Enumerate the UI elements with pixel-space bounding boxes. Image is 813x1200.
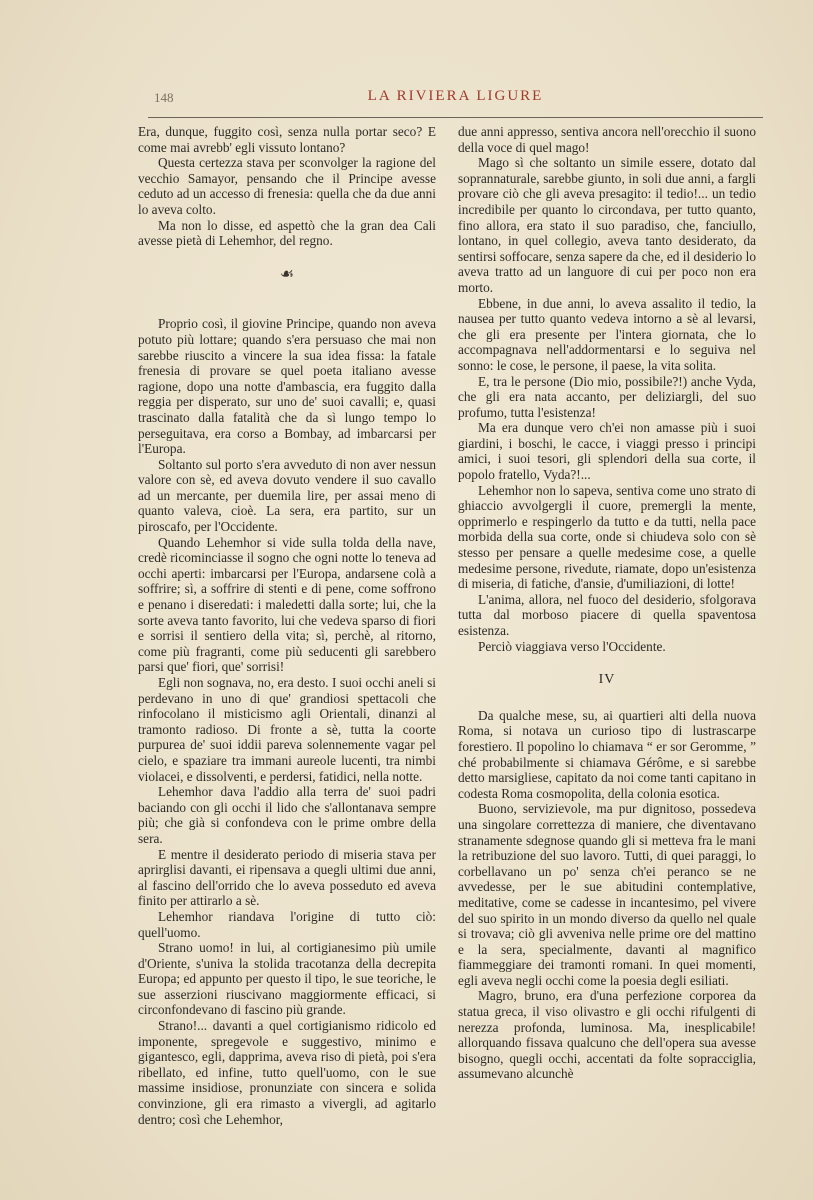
- paragraph: Mago sì che soltanto un simile essere, dotato dal soprannaturale, sarebbe giunto, in soli due anni, a fargli provare ciò che gli aveva presagito: il tedio!... un tedio incredibile per quanto lo circondava, per tutto quanto, fino allora, era stato il suo paradiso, che, fanciullo, lontano, in quel collegio, aveva tanto desiderato, da sentirsi soffocare, senza sapere da che, ed il desiderio lo aveva tratto ad un languore di cui per poco non era morto.: [458, 155, 756, 295]
- paragraph: due anni appresso, sentiva ancora nell'orecchio il suono della voce di quel mago!: [458, 124, 756, 155]
- paragraph: E mentre il desiderato periodo di miseria stava per aprirglisi davanti, ei ripensava a quegli ultimi due anni, al fascino dell'orrido che lo aveva posseduto ed aveva finito per attirarlo a sè.: [138, 846, 436, 909]
- paragraph: L'anima, allora, nel fuoco del desiderio, sfolgorava tutta dal morboso piacere di quella spaventosa esistenza.: [458, 591, 756, 638]
- right-column: [458, 124, 756, 1082]
- paragraph: Da qualche mese, su, ai quartieri alti della nuova Roma, si notava un curioso tipo di lustrascarpe forestiero. Il popolino lo chiamava “ er sor Geromme, ” ché probabilmente si chiamava Gérôme, e si sarebbe detto marsigliese, capitato da noi come tanti capitano in codesta Roma cosmopolita, della colonia esotica.: [458, 707, 756, 801]
- journal-title: LA RIVIERA LIGURE: [367, 88, 544, 104]
- paragraph: Era, dunque, fuggito così, senza nulla portar seco? E come mai avrebb' egli vissuto lontano?: [138, 124, 436, 155]
- paragraph: Soltanto sul porto s'era avveduto di non aver nessun valore con sè, ed aveva dovuto vendere il suo cavallo ad un mercante, per duemila lire, per assai meno di quanto valeva, cioè. La sera, era partito, sur un piroscafo, per l'Occidente.: [138, 456, 436, 535]
- paragraph: Quando Lehemhor si vide sulla tolda della nave, credè ricominciasse il sogno che ogni notte lo teneva ad occhi aperti: imbarcarsi per l'Europa, andarsene colà a soffrire; sì, a soffrire di stenti e di pene, come soffrono e penano i diseredati: i maledetti dalla sorte; lui, che la sorte aveva tanto favorito, lui che vedeva sparso di fiori e sorrisi il sentiero della vita; sì, perchè, al ritorno, come più fragranti, come più seducenti gli sarebbero parsi que' fiori, que' sorrisi!: [138, 534, 436, 675]
- paragraph: Ebbene, in due anni, lo aveva assalito il tedio, la nausea per tutto quanto vedeva intorno a sè al levarsi, che gli era presente per l'intera giornata, che lo accompagnava nell'addormentarsi e lo seguiva nel sonno: le cose, le persone, il paese, la vita solita.: [458, 295, 756, 373]
- paragraph: Strano!... davanti a quel cortigianismo ridicolo ed imponente, spregevole e suggestivo, minimo e gigantesco, egli, dapprima, aveva riso di pietà, poi s'era ribellato, ed infine, tutto quell'uomo, con le sue massime insidiose, pronunziate con sincera e solida convinzione, gli era rimasto a vivergli, ad agitarlo dentro; così che Lehemhor,: [138, 1018, 436, 1127]
- paragraph: Magro, bruno, era d'una perfezione corporea da statua greca, il viso olivastro e gli occhi rifulgenti di nerezza profonda, luminosa. Ma, inesplicabile! allorquando fissava qualcuno che dell'opera sua avesse bisogno, quegli occhi, accentati da folte sopracciglia, assumevano alcunchè: [458, 988, 756, 1082]
- header-rule: [148, 117, 763, 118]
- paragraph: Proprio così, il giovine Principe, quando non aveva potuto più lottare; quando s'era persuaso che mai non sarebbe riuscito a vincere la sua idea fissa: la fatale frenesia di provare se quel poeta italiano avesse ragione, dopo una notte d'ambascia, era fuggito dalla reggia per disperato, sur uno de' suoi cavalli; e, quasi trascinato dalla fatalità che da sì lungo tempo lo perseguitava, era corso a Bombay, ad imbarcarsi per l'Europa.: [138, 316, 436, 457]
- paragraph: Questa certezza stava per sconvolger la ragione del vecchio Samayor, pensando che il Principe avesse ceduto ad un accesso di frenesia: quella che da due anni lo aveva colto.: [138, 155, 436, 217]
- paragraph: Buono, servizievole, ma pur dignitoso, possedeva una singolare correttezza di maniere, che diventavano stranamente sdegnose quando gli si metteva fra le mani la retribuzione del suo lavoro. Tutti, di quei paraggi, lo corbellavano un po' senza ch'ei peranco se ne avvedesse, per le sue abitudini contemplative, meditative, come se cadesse in incantesimo, pel vivere del suo spirito in un mondo diverso da quello nel quale si trovava; ciò gli avveniva nelle prime ore del mattino e la sera, specialmente, davanti al magnifico fiammeggiare dei tramonti romani. In quei momenti, egli aveva negli occhi come la poesia degli esiliati.: [458, 801, 756, 988]
- paragraph: Lehemhor riandava l'origine di tutto ciò: quell'uomo.: [138, 908, 436, 940]
- paragraph: Ma non lo disse, ed aspettò che la gran dea Cali avesse pietà di Lehemhor, del regno.: [138, 217, 436, 249]
- section-number: IV: [598, 672, 616, 688]
- paragraph: Lehemhor non lo sapeva, sentiva come uno strato di ghiaccio avvolgergli il cuore, premergli la mente, opprimerlo e respingerlo da tutto e da tutti, nella pace morbida della sua corte, onde si chiudeva solo con sè stesso per pensare a quelle medesime cose, a quelle medesime persone, rivedute, riamate, dopo un'esistenza di miseria, di fatiche, d'ansie, d'umiliazioni, di lotte!: [458, 482, 756, 592]
- paragraph: Lehemhor dava l'addio alla terra de' suoi padri baciando con gli occhi il lido che s'allontanava sempre più; che già si confondeva con le prime ombre della sera.: [138, 784, 436, 846]
- page-number: 148: [154, 90, 174, 105]
- ornament-icon: ☙: [279, 265, 295, 283]
- paragraph: Egli non sognava, no, era desto. I suoi occhi aneli si perdevano in uno di que' grandiosi spettacoli che rinfocolano il misticismo agli Orientali, dinanzi al tramonto radioso. Di fronte a sè, tutta la coorte purpurea de' suoi iddii pareva solennemente vagar pel cielo, e spaziare tra immani aureole lucenti, tra nimbi violacei, e dissolventi, e perdersi, fatidici, nella notte.: [138, 675, 436, 784]
- left-column: [138, 124, 436, 1127]
- paragraph: E, tra le persone (Dio mio, possibile?!) anche Vyda, che gli era nata accanto, per deliziargli, del suo profumo, tutta l'esistenza!: [458, 373, 756, 420]
- running-head: [148, 88, 763, 114]
- paragraph: Ma era dunque vero ch'ei non amasse più i suoi giardini, i boschi, le cacce, i viaggi presso i principi amici, i suoi tesori, gli splendori della sua corte, il popolo fratello, Vyda?!...: [458, 420, 756, 483]
- paragraph: Strano uomo! in lui, al cortigianesimo più umile d'Oriente, s'univa la stolida tracotanza della decrepita Europa; ed appunto per questo il tipo, le sue teoriche, le sue asserzioni riuscivano maggiormente efficaci, si circonfondevano di fascino più grande.: [138, 940, 436, 1018]
- paragraph: Perciò viaggiava verso l'Occidente.: [478, 638, 666, 654]
